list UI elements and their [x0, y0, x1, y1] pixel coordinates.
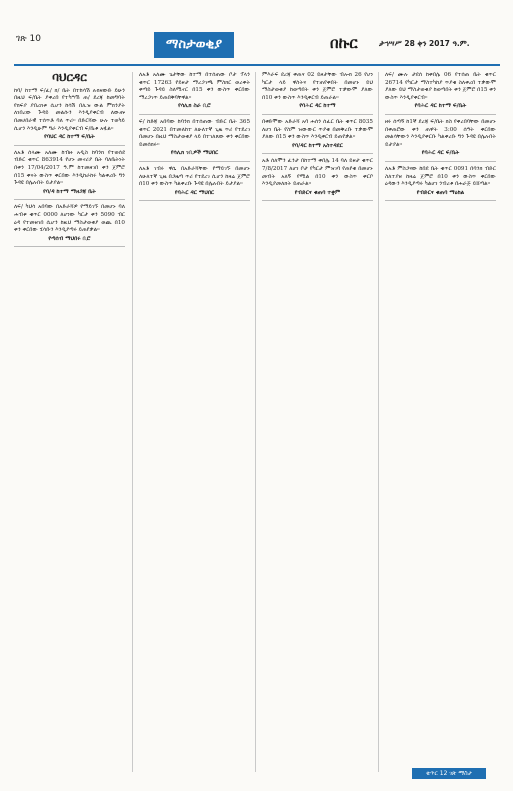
notice-text: ለአቶ ሰላሙ አለሙ ከብዙ አዲስ ከባንክ የተወሰደ ብድር ቁጥር 863914 የሆኑ መኖሪያ ቤት ባለቤትነት በቀን 17/04/2017 ዓ.ም ከተመዘገበ ቀን ጀምሮ በ15 ቀናት ውስጥ ቀርበው እንዲከራከሩ ካልቀረቡ ግን ጉዳዩ በሌሉበት ይታያል። [14, 149, 125, 187]
notice-text: ለአቶ ገብሩ ዋሴ በአድራሻቸው የማይገኙ በመሆኑ ለሁለተኛ ጊዜ በጋዜጣ ጥሪ የተደረገ ሲሆን ከዛሬ ጀምሮ በ10 ቀን ውስጥ ካልቀረቡ ጉዳዩ በሌሉበት ይታያል። [139, 165, 250, 188]
notice-signature: የሳሊክ ስራ ቢሮ [178, 103, 211, 110]
notice-text: ለፍ/ ካህሳ አበባው በአድራሻዎ የማይገኙ በመሆኑ ባለ ሐብቱ ቁጥር 0000 ለሆነው ካርታ ቀን 5090 ብር ዕዳ የተመዘገበ ሲሆን ከዚህ ማስታወቂያ ወጪ በ10 ቀን ቀርበው ሂሳቡን እንዲያጣሩ ይጠየቃል። [14, 204, 125, 234]
notice-item [14, 150, 125, 201]
notice-separator [14, 145, 125, 146]
notice-text: ምእራፍ ደረጃ ቀጠና 02 ይዞታቸው ብሎክ 26 የሆነ ካርታ ላይ ዋስትና የተጠየቀበት በመሆኑ ይህ ማስታወቂያ ከወጣበት ቀን ጀምሮ ተቃውሞ ያለው በ10 ቀን ውስጥ እንዲቀርብ ይጠራል። [262, 72, 373, 101]
notice-item [385, 119, 496, 162]
notice-separator [14, 246, 125, 247]
issue-date: ታኅሣሥ 28 ቀን 2017 ዓ.ም. [379, 39, 470, 48]
notice-separator [139, 200, 250, 201]
notice-separator [385, 114, 496, 115]
notice-item [139, 72, 250, 115]
notice-item [139, 166, 250, 201]
notice-signature: የጣሰብ ማህበሩ ቢሮ [48, 235, 91, 242]
notice-text: ለአቶ ምስጋናው ከበደ ቤት ቁጥር 0091 በባንክ ብድር ስለተያዘ ከዛሬ ጀምሮ በ10 ቀን ውስጥ ቀርበው ዕዳውን እንዲያጣሩ ካልሆነ ንብረቱ በሐራጅ ይሸጣል። [385, 165, 496, 188]
notice-signature: የሳሊክ ገቢዎች ማህበር [170, 150, 219, 157]
notice-signature: የባሕር ዳር ፍ/ቤት [421, 150, 460, 157]
notice-item [139, 119, 250, 162]
newspaper-brand: በኩር [330, 34, 358, 52]
notice-signature: የብድርና ቁጠባ ተቋም [294, 189, 341, 196]
footer-badge: ቁጥር 12 ገጽ ማስታ [412, 768, 486, 779]
notice-text: አቶ ሰለሞን ፈንታ በከተማ ቀበሌ 14 ባለ ይዞታ ቁጥር 7/8/2017 ለሆነ ቦታ የካርታ ምዝገባ የጠየቁ በመሆኑ መብት አለኝ የሚል በ10 ቀን ውስጥ ቀርቦ እንዲያመለክት ይጠራል። [262, 158, 373, 188]
column-divider [378, 72, 379, 772]
notice-signature: የባ/ዳር ከተማ አስተዳደር [292, 142, 343, 149]
notice-item [262, 119, 373, 154]
newspaper-page [14, 8, 500, 783]
notice-separator [262, 114, 373, 115]
column-1 [14, 72, 125, 772]
notice-signature: የባሕር ዳር ማህበር [174, 189, 215, 196]
header-rule [14, 64, 500, 66]
notice-item [385, 72, 496, 115]
notice-item [262, 158, 373, 201]
page-number: ገጽ 10 [16, 34, 42, 44]
notice-item [385, 166, 496, 201]
section-title: ባህርዳር [52, 72, 87, 84]
notice-signature: የብድርና ቁጠባ ማዕከል [416, 189, 465, 196]
column-divider [255, 72, 256, 772]
notice-item [14, 88, 125, 146]
notice-separator [262, 153, 373, 154]
notice-separator [385, 161, 496, 162]
notice-item [262, 72, 373, 115]
column-divider [132, 72, 133, 772]
notice-separator [14, 199, 125, 200]
notice-separator [385, 200, 496, 201]
notice-signature: የባሕር ዳር ከተማ ፍ/ቤት [414, 103, 467, 110]
column-3 [262, 72, 373, 772]
notice-signature: የባሕር ዳር ከተማ [299, 103, 336, 110]
notice-text: ለአቶ አለሙ ጌታቸው ከተማ በተሰጠው ቦታ ፕላን ቁጥር 17263 የይዞታ ማረጋገጫ ምስክር ወረቀት ቀጣይ ጉዳይ ስለሚኖር በ15 ቀን ውስጥ ቀርበው ማረጋገጥ ይጠበቅባቸዋል። [139, 72, 250, 101]
notice-signature: የባህር ዳር ከተማ ፍ/ቤት [44, 134, 95, 141]
notice-text: ፍ/ ከድጃ አበባው ከባንክ በተሰጠው ብድር ቤት 365 ቁጥር 2021 በተመለከተ ለሁለተኛ ጊዜ ጥሪ የተደረገ በመሆኑ በዚህ ማስታወቂያ ላይ በተገለጸው ቀን ቀርበው ይመሰክሩ። [139, 118, 250, 148]
notice-text: ከባ/ ከተማ ፍ/ፈ/ ክ/ ቤት በተከሳሽ ሉክዛውድ ይሁን በዚህ ፍ/ቤት ያቀረበ የተካሣሽ ጠ/ ደረጃ ከመግባት የክፍያ ያበረክቱ ሲሆን ከሳሽ በሊዝ ውል ምክንያት ለነበረው ጉዳይ መልሱን እንዲያቀርብ ለውጡ በመሀበራዊ ተሰጥቶ ባለ ጥሪ። በድርሻው ሁሉ ተወካይ ሲሆን እንዲሁም ግራ እንዲያቀርብ ፍ/ቤቱ አዟል። [14, 87, 125, 132]
notice-text: ዘሩ ሰጣኝ ከ1ኛ ደረጃ ፍ/ቤት ክስ የቀረበባቸው በመሆኑ በቀጠሮው ቀን ጠዋት 3:00 ሰዓት ቀርበው መልሳቸውን እንዲያቀርቡ ካልቀረቡ ግን ጉዳዩ በሌሉበት ይታያል። [385, 118, 496, 148]
notice-columns [14, 72, 500, 772]
section-banner: ማስታወቂያ [154, 32, 234, 58]
page-header [14, 8, 500, 68]
notice-item [14, 204, 125, 247]
notice-text: ለፍ/ ሙሉ ታደሰ ከቀበሌ 06 የተሰጠ ቤት ቁጥር 26714 የካርታ ማስተካከያ ጥያቄ ስለቀረበ ተቃውሞ ያለው ይህ ማስታወቂያ ከወጣበት ቀን ጀምሮ በ15 ቀን ውስጥ እንዲያቀርብ። [385, 72, 496, 101]
notice-separator [262, 200, 373, 201]
column-2 [139, 72, 250, 772]
notice-separator [139, 114, 250, 115]
notice-signature: የባ/ዳ ከተማ ማዘጋጃ ቤት [43, 188, 96, 195]
column-4 [385, 72, 496, 772]
notice-text: በቀድሞው አድራሻ አባ ሐሰን ሰፈር ቤት ቁጥር 8035 ለሆነ ቤት የስም ዝውውር ጥያቄ በመቅረቡ ተቃውሞ ያለው በ15 ቀን ውስጥ እንዲቀርብ ይጠየቃል። [262, 118, 373, 141]
notice-separator [139, 161, 250, 162]
